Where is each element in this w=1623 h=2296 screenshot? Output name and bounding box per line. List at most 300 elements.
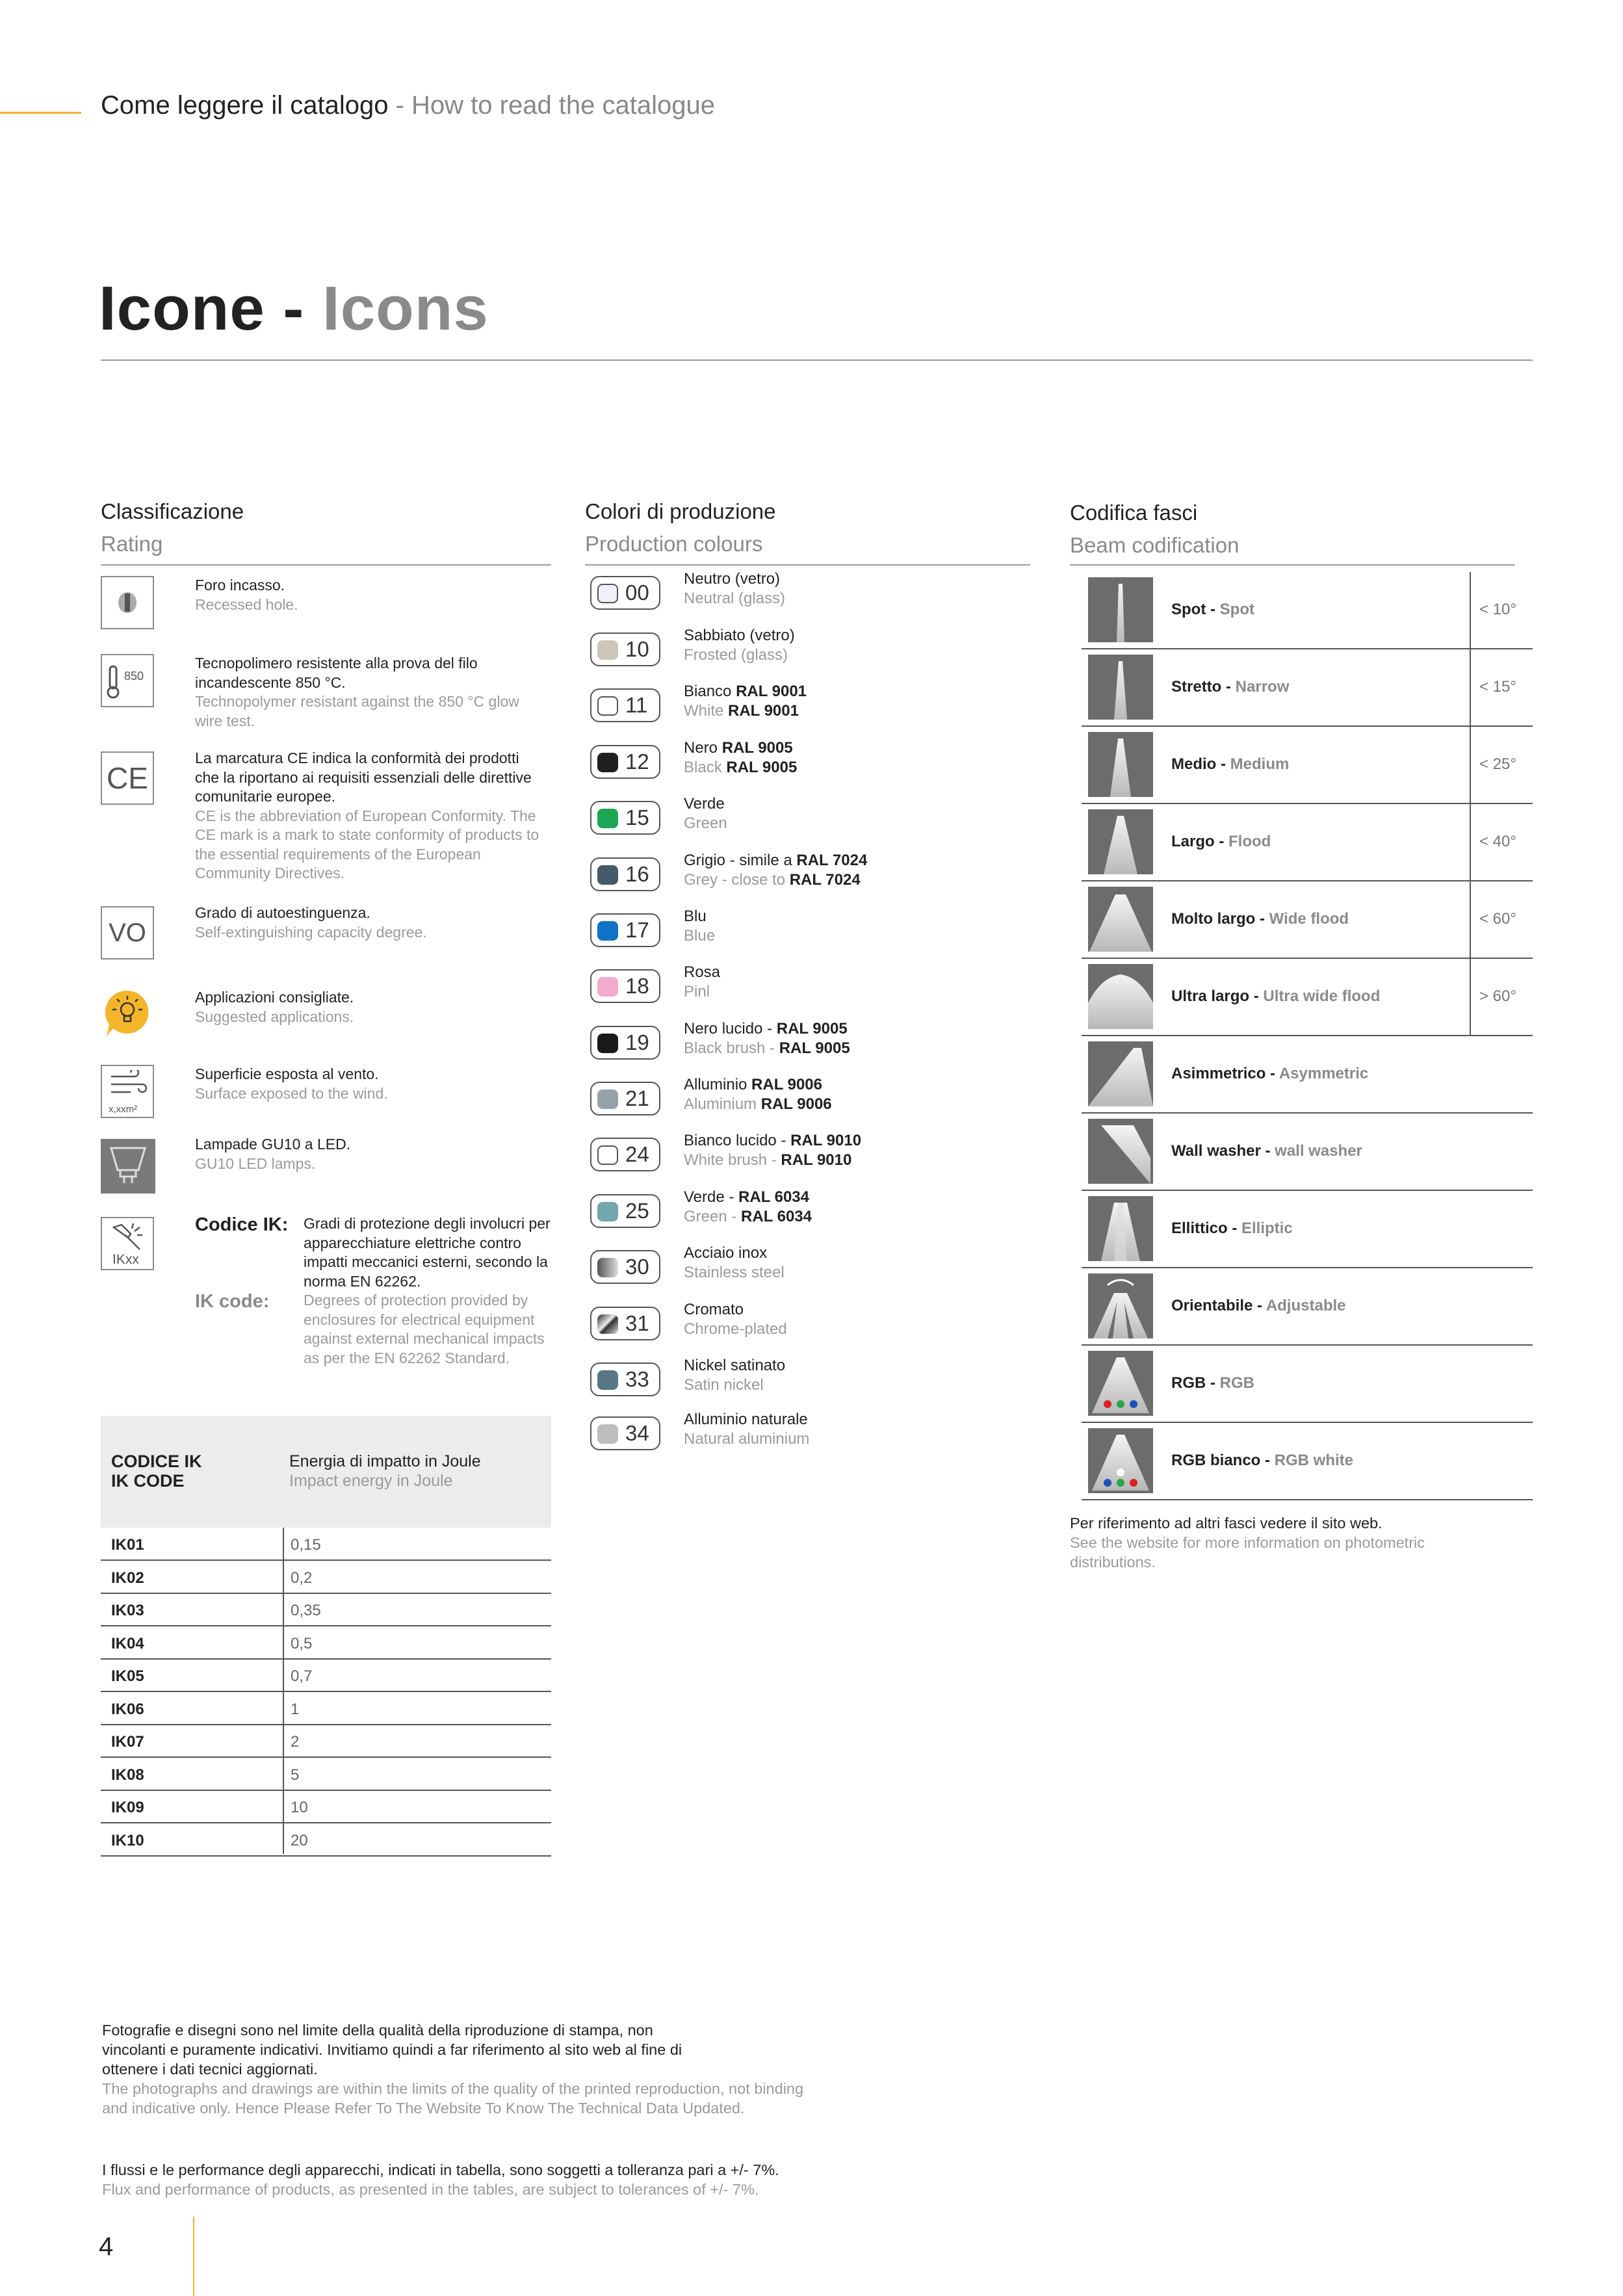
- beam-row-medium: [1082, 727, 1533, 804]
- colour-code: 12: [625, 750, 649, 774]
- colour-name-it: Bianco: [684, 683, 736, 700]
- rating-item-applications: [101, 988, 551, 1047]
- adjustable-beam-icon: [1088, 1273, 1153, 1338]
- colour-ral-it: RAL 9006: [751, 1076, 822, 1093]
- page-title-separator: -: [265, 274, 323, 343]
- colour-ral-it: RAL 7024: [796, 852, 868, 869]
- beam-label-it: RGB: [1171, 1374, 1206, 1392]
- ik-table-header: [101, 1416, 551, 1528]
- colour-code: 25: [625, 1199, 649, 1223]
- self-extinguishing-icon-label: VO: [109, 918, 146, 947]
- colour-name-it: Verde: [684, 795, 725, 813]
- colour-name-it: Blu: [684, 907, 707, 925]
- colour-text: [684, 1410, 809, 1448]
- colour-ral-en: RAL 9010: [781, 1151, 852, 1169]
- ik-table-head-code: [111, 1452, 202, 1491]
- colour-ral-it: RAL 9005: [776, 1020, 848, 1037]
- ik-table-row: [101, 1659, 551, 1692]
- beam-row-rgb-white: [1082, 1423, 1533, 1500]
- colour-code: 21: [625, 1086, 649, 1110]
- ik-code-cell: IK08: [111, 1766, 144, 1784]
- beam-row-flood: [1082, 804, 1533, 881]
- colour-name-en: Neutral (glass): [684, 589, 786, 607]
- colour-swatch: [597, 1145, 618, 1165]
- colour-name-it: Verde -: [684, 1188, 739, 1206]
- beam-row-wide-flood: [1082, 881, 1533, 959]
- beam-label: Spot - Spot: [1171, 601, 1254, 618]
- ik-table-row: [101, 1528, 551, 1561]
- beam-row-narrow: [1082, 649, 1533, 727]
- rating-text: [195, 654, 546, 731]
- ik-table-row: [101, 1692, 551, 1725]
- colour-code-badge: [590, 1307, 660, 1340]
- colour-ral-it: RAL 9010: [790, 1132, 862, 1149]
- beam-angle: < 15°: [1479, 678, 1516, 696]
- colour-name-it: Nickel satinato: [684, 1357, 786, 1374]
- rating-text: [195, 1135, 546, 1173]
- rating-item-glow-wire: [101, 654, 551, 738]
- colours-heading-it: Colori di produzione: [585, 499, 776, 523]
- ik-table-row: [101, 1823, 551, 1857]
- rating-text-it: Tecnopolimero resistente alla prova del filo incandescente 850 °C.: [195, 655, 478, 691]
- footer-disclaimer: [102, 2020, 817, 2118]
- colour-text: [684, 1131, 861, 1169]
- colour-swatch: [597, 977, 618, 997]
- ik-table-row: [101, 1790, 551, 1823]
- colour-text: [684, 1356, 785, 1394]
- ik-energy-cell: 2: [291, 1733, 300, 1751]
- rating-text: [195, 749, 546, 883]
- beam-label-it: Medio: [1171, 755, 1217, 773]
- rating-text: [195, 904, 546, 942]
- colour-ral-en: RAL 7024: [789, 870, 861, 889]
- colour-name-en: White brush -: [684, 1151, 781, 1169]
- colour-text: [684, 1188, 812, 1226]
- colour-item-21: [590, 1076, 1045, 1127]
- beam-label-it: Wall washer: [1171, 1142, 1261, 1160]
- beam-angle-divider: [1470, 959, 1471, 1036]
- suggested-applications-icon: [103, 988, 151, 1037]
- colour-item-15: [590, 795, 1045, 846]
- glow-wire-icon-label: 850: [124, 670, 144, 683]
- wide-flood-beam-icon: [1088, 887, 1153, 952]
- footer-disclaimer-en: The photographs and drawings are within the limits of the quality of the printed reproduction, not binding and indicative only. Hence Please Refer To The Website To Know The Technical Data Updated.: [102, 2080, 804, 2117]
- beam-label-it: Ellittico: [1171, 1220, 1228, 1237]
- beam-label: Ultra largo - Ultra wide flood: [1171, 987, 1381, 1005]
- colour-name-it: Sabbiato (vetro): [684, 627, 795, 644]
- ik-energy-cell: 20: [291, 1831, 308, 1849]
- rating-item-wind-surface: [101, 1065, 551, 1123]
- rating-item-self-extinguishing: [101, 904, 551, 962]
- colours-heading-en: Production colours: [585, 532, 763, 556]
- colour-code-badge: [590, 1026, 660, 1060]
- beam-label: Ellittico - Elliptic: [1171, 1220, 1293, 1237]
- rating-text-en: Suggested applications.: [195, 1008, 354, 1025]
- beam-label-it: Spot: [1171, 601, 1206, 618]
- beams-heading-it: Codifica fasci: [1070, 501, 1198, 525]
- colour-swatch: [597, 1424, 618, 1444]
- rating-text: [195, 988, 546, 1026]
- self-extinguishing-icon: [101, 906, 154, 959]
- colour-name-en: Grey - close to: [684, 870, 790, 889]
- colour-code: 30: [625, 1255, 649, 1279]
- colour-swatch: [597, 921, 618, 941]
- colour-ral-en: RAL 9005: [726, 758, 798, 776]
- beam-label-en: RGB white: [1274, 1452, 1354, 1469]
- ik-table-head-energy: [289, 1452, 481, 1491]
- beam-label-en: wall washer: [1275, 1142, 1362, 1160]
- colour-code-badge: [590, 1138, 660, 1171]
- ik-table-head-energy-en: Impact energy in Joule: [289, 1472, 453, 1490]
- colour-swatch: [597, 753, 618, 772]
- ultra-wide-flood-beam-icon: [1088, 964, 1153, 1029]
- colour-name-it: Neutro (vetro): [684, 570, 781, 588]
- colour-item-17: [590, 907, 1045, 959]
- colour-name-it: Alluminio: [684, 1076, 752, 1093]
- page-title-en: Icons: [322, 274, 489, 343]
- colours-heading-rule: [585, 564, 1030, 566]
- colour-code-badge: [590, 688, 660, 722]
- ik-label-it: Codice IK:: [195, 1214, 289, 1235]
- beam-label-en: RGB: [1219, 1374, 1255, 1392]
- colour-code: 33: [625, 1367, 649, 1391]
- ik-energy-cell: 0,2: [291, 1569, 313, 1587]
- colour-text: [684, 682, 807, 720]
- colour-swatch: [597, 809, 618, 828]
- colour-ral-it: RAL 9001: [736, 683, 807, 700]
- ik-table-head-code-en: IK CODE: [111, 1471, 185, 1491]
- colour-swatch: [597, 584, 618, 603]
- beam-angle-divider: [1470, 649, 1471, 727]
- colour-text: [684, 907, 715, 945]
- colour-code-badge: [590, 1194, 660, 1228]
- rating-text: [195, 1065, 546, 1103]
- beam-label-en: Medium: [1230, 755, 1290, 773]
- ik-code-cell: IK07: [111, 1733, 144, 1751]
- narrow-beam-icon: [1088, 655, 1153, 720]
- beam-label-en: Wide flood: [1269, 910, 1349, 928]
- colour-name-en: Stainless steel: [684, 1263, 785, 1281]
- beam-label: RGB - RGB: [1171, 1374, 1255, 1392]
- header-title-separator: -: [388, 91, 412, 120]
- colour-swatch: [597, 1314, 618, 1334]
- beam-label-en: Ultra wide flood: [1263, 987, 1381, 1005]
- colour-text: [684, 963, 720, 1001]
- colour-code-badge: [590, 633, 660, 666]
- beam-label: Orientabile - Adjustable: [1171, 1297, 1346, 1314]
- colour-name-en: Green -: [684, 1207, 742, 1225]
- beam-angle-divider: [1470, 804, 1471, 881]
- ik-energy-cell: 0,5: [291, 1634, 313, 1652]
- beam-label-it: RGB bianco: [1171, 1452, 1261, 1469]
- beam-angle: > 60°: [1479, 987, 1516, 1005]
- colour-item-10: [590, 627, 1045, 678]
- beam-label-it: Molto largo: [1171, 910, 1256, 928]
- colour-name-en: Chrome-plated: [684, 1320, 787, 1338]
- beam-row-elliptic: [1082, 1191, 1533, 1268]
- beams-note-it: Per riferimento ad altri fasci vedere il sito web.: [1070, 1515, 1383, 1532]
- rating-text-en: Self-extinguishing capacity degree.: [195, 923, 427, 941]
- ik-energy-cell: 0,15: [291, 1536, 321, 1554]
- footer-accent-line: [193, 2217, 194, 2296]
- colour-item-00: [590, 570, 1045, 621]
- beam-label-en: Adjustable: [1266, 1297, 1346, 1314]
- rating-item-ik-code: [101, 1214, 551, 1396]
- colour-swatch: [597, 1202, 618, 1221]
- beam-label-it: Orientabile: [1171, 1297, 1253, 1314]
- colour-ral-it: RAL 6034: [738, 1188, 809, 1206]
- colour-code-badge: [590, 1363, 660, 1396]
- ik-text-en: Degrees of protection provided by enclosures for electrical equipment against external mechanical impacts as per the EN 62262 Standard.: [304, 1292, 545, 1366]
- colour-code: 19: [625, 1030, 649, 1054]
- ik-table-row: [101, 1758, 551, 1791]
- colour-name-it: Alluminio naturale: [684, 1411, 808, 1428]
- beam-angle-divider: [1470, 572, 1471, 649]
- colour-name-it: Nero: [684, 739, 722, 757]
- ik-table-row: [101, 1561, 551, 1594]
- beam-angle: < 25°: [1479, 755, 1516, 773]
- beams-heading-en: Beam codification: [1070, 533, 1240, 557]
- beam-angle-divider: [1470, 727, 1471, 804]
- colour-text: [684, 738, 797, 777]
- rating-text: [195, 576, 546, 614]
- colour-name-en: Natural aluminium: [684, 1429, 810, 1448]
- colour-text: [684, 1075, 832, 1114]
- colour-item-16: [590, 852, 1045, 903]
- colour-text: [684, 1244, 785, 1282]
- colour-name-en: Satin nickel: [684, 1376, 764, 1394]
- asymmetric-beam-icon: [1088, 1041, 1153, 1106]
- colour-item-11: [590, 683, 1045, 734]
- colour-item-12: [590, 739, 1045, 790]
- rating-heading: [101, 495, 551, 560]
- colour-code: 17: [625, 918, 649, 942]
- gu10-lamp-icon: [101, 1139, 155, 1194]
- colour-text: [684, 1300, 787, 1338]
- rating-text-en: Surface exposed to the wind.: [195, 1084, 388, 1102]
- ik-energy-cell: 0,35: [291, 1602, 321, 1619]
- footer-tolerance-it: I flussi e le performance degli apparecchi, indicati in tabella, sono soggetti a tolleranza pari a +/- 7%.: [102, 2161, 779, 2178]
- colour-code: 34: [625, 1421, 649, 1445]
- rating-text-it: Grado di autoestinguenza.: [195, 904, 370, 921]
- colour-name-en: Black: [684, 758, 727, 776]
- rating-text-it: Foro incasso.: [195, 577, 285, 594]
- colour-code-badge: [590, 913, 660, 947]
- beam-angle: < 40°: [1479, 833, 1516, 850]
- colour-swatch: [597, 1258, 618, 1277]
- beam-label: Wall washer - wall washer: [1171, 1142, 1362, 1160]
- rating-text-en: Recessed hole.: [195, 595, 298, 613]
- beam-label-en: Asymmetric: [1279, 1065, 1369, 1082]
- beam-row-rgb: [1082, 1346, 1533, 1423]
- rgb-beam-icon: [1088, 1351, 1153, 1416]
- elliptic-beam-icon: [1088, 1196, 1153, 1261]
- colour-name-it: Acciaio inox: [684, 1244, 768, 1262]
- beams-note-en: See the website for more information on photometric distributions.: [1070, 1534, 1425, 1571]
- colour-ral-en: RAL 9001: [728, 701, 799, 720]
- colour-ral-en: RAL 9006: [760, 1095, 832, 1113]
- colour-name-it: Grigio - simile a: [684, 852, 797, 869]
- footer-tolerance: [102, 2160, 915, 2199]
- wind-surface-icon: [101, 1065, 154, 1118]
- wind-surface-icon-label: x,xxm²: [109, 1104, 138, 1115]
- beam-row-asymmetric: [1082, 1036, 1533, 1114]
- page-title-it: Icone: [99, 274, 265, 343]
- colour-code-badge: [590, 1416, 660, 1450]
- colour-code-badge: [590, 969, 660, 1003]
- header-title-it: Come leggere il catalogo: [101, 91, 389, 120]
- colour-name-en: Blue: [684, 926, 716, 945]
- beam-label: Medio - Medium: [1171, 755, 1290, 773]
- beam-label-it: Asimmetrico: [1171, 1065, 1266, 1082]
- colour-name-it: Cromato: [684, 1301, 744, 1318]
- rating-text-en: Technopolymer resistant against the 850 °C glow wire test.: [195, 693, 519, 729]
- ik-code-cell: IK10: [111, 1831, 144, 1849]
- recessed-hole-icon: [101, 576, 154, 629]
- colour-code: 10: [625, 637, 649, 661]
- colour-text: [684, 1019, 850, 1058]
- glow-wire-thermometer-icon: [101, 654, 154, 707]
- page-number: 4: [99, 2232, 114, 2261]
- beam-label: Stretto - Narrow: [1171, 678, 1290, 696]
- footer-tolerance-en: Flux and performance of products, as presented in the tables, are subject to tolerances of +/- 7%.: [102, 2181, 759, 2198]
- colour-ral-en: RAL 9005: [779, 1039, 850, 1057]
- beam-angle: < 60°: [1479, 910, 1516, 928]
- colour-code: 18: [625, 974, 649, 998]
- colour-text: [684, 851, 867, 889]
- colour-name-it: Nero lucido -: [684, 1020, 777, 1037]
- ik-table-row: [101, 1725, 551, 1758]
- colour-swatch: [597, 696, 618, 716]
- colour-code-badge: [590, 1082, 660, 1115]
- beam-label: Largo - Flood: [1171, 833, 1271, 850]
- ik-energy-cell: 1: [291, 1700, 300, 1718]
- ik-label-en: IK code:: [195, 1291, 270, 1312]
- beams-note: [1070, 1513, 1473, 1572]
- rating-text-it: Lampade GU10 a LED.: [195, 1136, 351, 1153]
- ik-code-cell: IK01: [111, 1536, 144, 1554]
- colour-swatch: [597, 1370, 618, 1390]
- rating-text-en: GU10 LED lamps.: [195, 1155, 316, 1172]
- colour-item-24: [590, 1132, 1045, 1183]
- colour-swatch: [597, 640, 618, 660]
- rating-heading-en: Rating: [101, 532, 163, 556]
- beam-label-en: Flood: [1228, 833, 1271, 850]
- ik-code-cell: IK05: [111, 1667, 144, 1685]
- colours-heading: [585, 495, 1040, 560]
- medium-beam-icon: [1088, 732, 1153, 797]
- ik-table-head-energy-it: Energia di impatto in Joule: [289, 1452, 481, 1470]
- colour-code-badge: [590, 576, 660, 610]
- colour-item-18: [590, 963, 1045, 1015]
- ik-icon-label: IKxx: [112, 1252, 139, 1267]
- spot-beam-icon: [1088, 577, 1153, 642]
- rating-item-gu10: [101, 1135, 551, 1194]
- ik-energy-cell: 10: [291, 1799, 308, 1816]
- beam-label-it: Ultra largo: [1171, 987, 1250, 1005]
- colour-code: 31: [625, 1311, 649, 1335]
- colour-name-en: Frosted (glass): [684, 646, 788, 664]
- colour-item-30: [590, 1244, 1045, 1296]
- colour-code-badge: [590, 857, 660, 891]
- flood-beam-icon: [1088, 809, 1153, 874]
- header-title-en: How to read the catalogue: [411, 91, 716, 120]
- beam-angle-divider: [1470, 881, 1471, 959]
- colour-item-19: [590, 1020, 1045, 1071]
- beam-label-it: Largo: [1171, 833, 1215, 850]
- beam-row-adjustable: [1082, 1268, 1533, 1346]
- ik-code-cell: IK03: [111, 1602, 144, 1619]
- beam-label: Molto largo - Wide flood: [1171, 910, 1349, 928]
- colour-name-en: White: [684, 701, 729, 720]
- rating-heading-it: Classificazione: [101, 499, 244, 523]
- beam-label: Asimmetrico - Asymmetric: [1171, 1065, 1369, 1082]
- colour-swatch: [597, 1034, 618, 1053]
- page-title: [99, 273, 489, 345]
- beam-label-it: Stretto: [1171, 678, 1222, 696]
- colour-ral-it: RAL 9005: [721, 739, 793, 757]
- colour-item-31: [590, 1301, 1045, 1352]
- header-accent-line: [0, 112, 81, 114]
- colour-code: 24: [625, 1142, 649, 1166]
- ik-code-cell: IK02: [111, 1569, 144, 1587]
- colour-name-en: Green: [684, 814, 727, 832]
- ik-text-it: Gradi di protezione degli involucri per apparecchiature elettriche contro impatti meccanici esterni, secondo la norma EN 62262.: [304, 1215, 551, 1290]
- ce-mark-icon: [101, 751, 154, 805]
- footer-disclaimer-it: Fotografie e disegni sono nel limite della qualità della riproduzione di stampa, non vincolanti e puramente indicativi. Invitiamo quindi a far riferimento al sito web al fine di ottenere i dati tecnici aggiornati.: [102, 2022, 682, 2078]
- colour-code: 00: [625, 581, 649, 605]
- colour-swatch: [597, 1089, 618, 1109]
- colour-name-it: Bianco lucido -: [684, 1132, 791, 1149]
- colour-name-en: Pinl: [684, 982, 710, 1000]
- rating-text-it: Applicazioni consigliate.: [195, 989, 354, 1006]
- beam-label-en: Spot: [1219, 601, 1254, 618]
- rating-item-ce-mark: [101, 749, 551, 885]
- beam-label-en: Narrow: [1235, 678, 1290, 696]
- wall-washer-beam-icon: [1088, 1119, 1153, 1184]
- ik-energy-cell: 5: [291, 1766, 300, 1784]
- colour-code: 15: [625, 805, 649, 829]
- colour-name-it: Rosa: [684, 963, 721, 981]
- beam-angle: < 10°: [1479, 601, 1516, 618]
- ik-code-cell: IK06: [111, 1700, 144, 1718]
- colour-text: [684, 626, 795, 664]
- rating-text-it: Superficie esposta al vento.: [195, 1065, 379, 1082]
- colour-code-badge: [590, 745, 660, 779]
- colour-text: [684, 794, 727, 833]
- colour-name-en: Aluminium: [684, 1095, 761, 1113]
- colour-item-33: [590, 1357, 1045, 1408]
- rating-heading-rule: [101, 564, 551, 566]
- beam-row-ultra-wide-flood: [1082, 959, 1533, 1036]
- ik-table-row: [101, 1593, 551, 1626]
- colour-item-25: [590, 1188, 1045, 1240]
- colour-code-badge: [590, 1250, 660, 1284]
- ce-mark-icon-label: CE: [107, 761, 148, 795]
- colour-text: [684, 569, 785, 608]
- colour-name-en: Black brush -: [684, 1039, 779, 1057]
- rating-text-it: La marcatura CE indica la conformità dei prodotti che la riportano ai requisiti essenziali delle direttive comunitarie europee.: [195, 750, 532, 805]
- beam-label-en: Elliptic: [1241, 1220, 1293, 1237]
- colour-code: 16: [625, 862, 649, 886]
- rgb-white-beam-icon: [1088, 1428, 1153, 1493]
- title-divider: [101, 359, 1533, 361]
- colour-ral-en: RAL 6034: [741, 1207, 812, 1225]
- beam-row-wall-washer: [1082, 1114, 1533, 1191]
- ik-code-cell: IK04: [111, 1634, 144, 1652]
- colour-swatch: [597, 865, 618, 885]
- ik-hammer-icon: [101, 1217, 154, 1270]
